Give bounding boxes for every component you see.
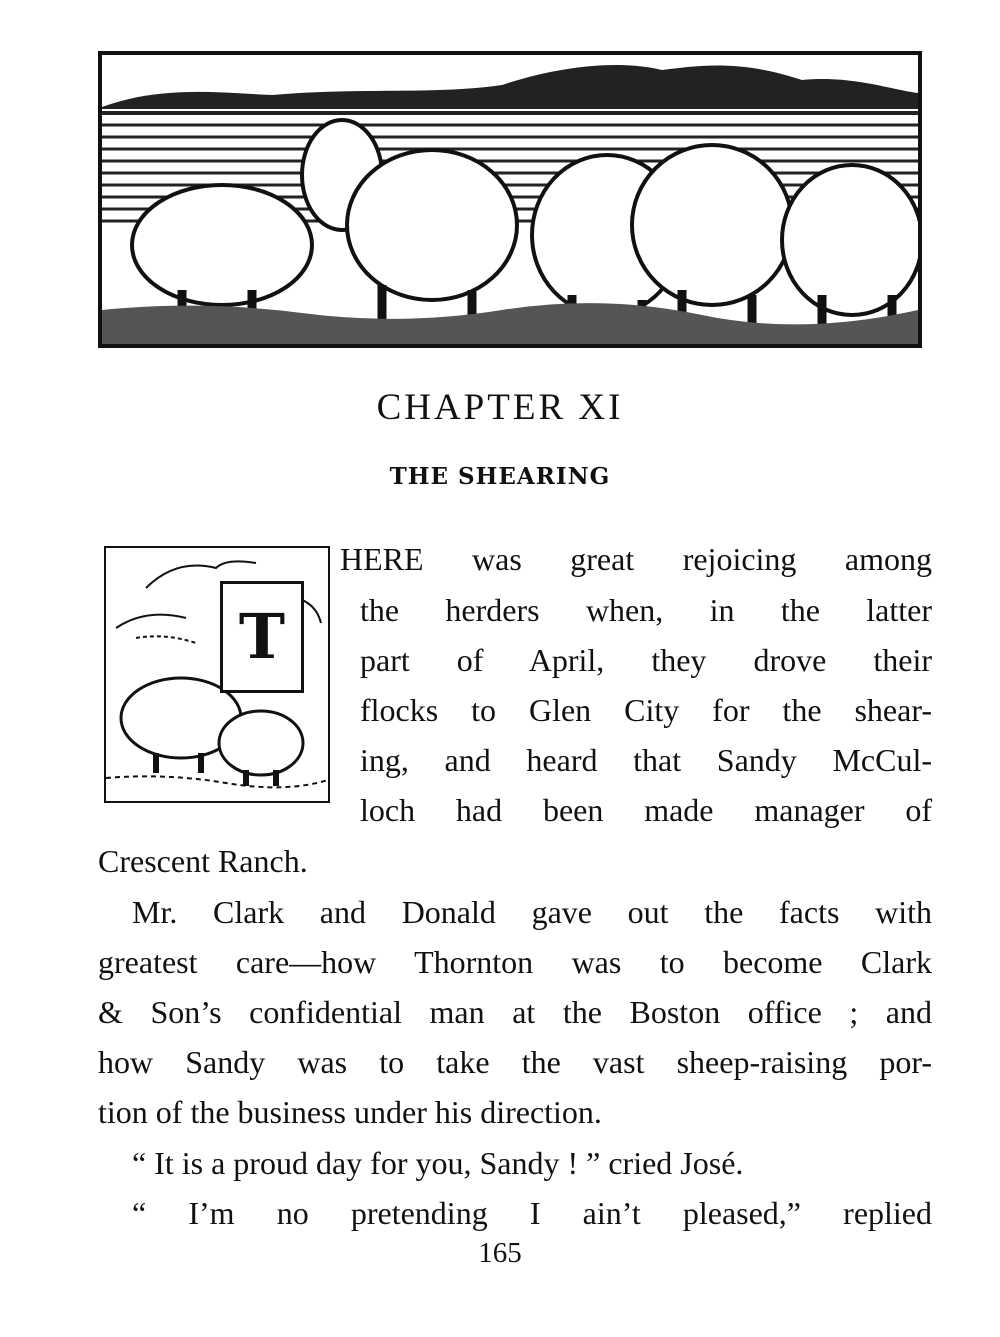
- body-line: greatest care—how Thornton was to become Clark: [98, 944, 932, 980]
- body-line: how Sandy was to take the vast sheep-raising por-: [98, 1044, 932, 1080]
- body-line: the herders when, in the latter: [360, 592, 932, 628]
- page-number: 165: [478, 1237, 522, 1269]
- body-line: flocks to Glen City for the shear-: [360, 692, 932, 728]
- body-line: loch had been made manager of: [360, 792, 932, 828]
- body-line: tion of the business under his direction.: [98, 1094, 602, 1130]
- body-line: part of April, they drove their: [360, 642, 932, 678]
- body-line: HERE was great rejoicing among: [340, 541, 932, 577]
- body-line: Crescent Ranch.: [98, 843, 308, 879]
- body-line: ing, and heard that Sandy McCul-: [360, 742, 932, 778]
- body-line: & Son’s confidential man at the Boston office ; and: [98, 994, 932, 1030]
- initial-letter: T: [238, 600, 286, 673]
- body-line: “ It is a proud day for you, Sandy ! ” cried José.: [132, 1145, 744, 1181]
- initial-letter-frame: [220, 581, 304, 693]
- decorated-initial: [104, 546, 330, 803]
- body-line: “ I’m no pretending I ain’t pleased,” replied: [132, 1195, 932, 1231]
- chapter-number: CHAPTER XI: [376, 387, 624, 428]
- headpiece-illustration: [98, 51, 922, 348]
- chapter-title: THE SHEARING: [389, 463, 611, 490]
- body-line: Mr. Clark and Donald gave out the facts with: [132, 894, 932, 930]
